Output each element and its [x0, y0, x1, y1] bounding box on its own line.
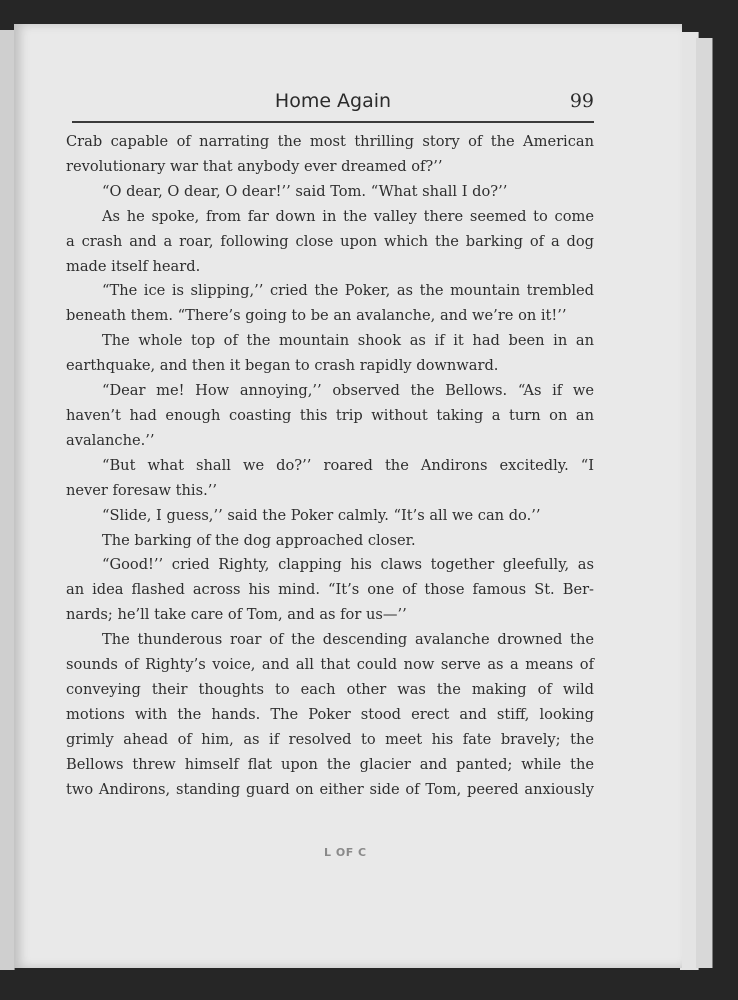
text-line: nards; he’ll take care of Tom, and as for us—’’: [66, 606, 407, 624]
text-line: made itself heard.: [66, 257, 201, 275]
text-line: “But what shall we do?’’ roared the Andirons excitedly. “I: [102, 456, 594, 474]
text-line: an idea flashed across his mind. “It’s one of those famous St. Ber-: [66, 581, 594, 599]
text-line: two Andirons, standing guard on either side of Tom, peered anxiously: [66, 780, 594, 798]
text-line: The barking of the dog approached closer.: [102, 531, 416, 549]
text-line: revolutionary war that anybody ever dreamed of?’’: [66, 157, 443, 175]
text-line: conveying their thoughts to each other was the making of wild: [66, 680, 594, 698]
text-line: avalanche.’’: [66, 431, 155, 449]
text-line: As he spoke, from far down in the valley there seemed to come: [102, 207, 594, 225]
body-text: [66, 130, 594, 802]
header-rule: [72, 121, 594, 123]
page-number: 99: [569, 90, 594, 112]
text-line: Bellows threw himself flat upon the glacier and panted; while the: [66, 755, 594, 773]
text-line: “Slide, I guess,’’ said the Poker calmly. “It’s all we can do.’’: [102, 506, 541, 524]
text-line: Crab capable of narrating the most thrilling story of the American: [66, 133, 594, 150]
text-line: a crash and a roar, following close upon which the barking of a dog: [66, 232, 594, 250]
text-line: grimly ahead of him, as if resolved to meet his fate bravely; the: [66, 730, 594, 748]
text-line: “Good!’’ cried Righty, clapping his claws together gleefully, as: [102, 556, 594, 574]
text-line: beneath them. “There’s going to be an avalanche, and we’re on it!’’: [66, 307, 567, 325]
page-stack-edge-outer: [696, 38, 713, 968]
text-line: earthquake, and then it began to crash rapidly downward.: [66, 357, 499, 375]
text-line: “Dear me! How annoying,’’ observed the Bellows. “As if we: [102, 382, 594, 400]
text-line: The thunderous roar of the descending avalanche drowned the: [102, 631, 594, 649]
running-header: [72, 88, 594, 118]
text-line: haven’t had enough coasting this trip without taking a turn on an: [66, 406, 594, 424]
text-line: sounds of Righty’s voice, and all that could now serve as a means of: [66, 656, 594, 674]
text-line: “The ice is slipping,’’ cried the Poker, as the mountain trembled: [102, 282, 594, 300]
text-line: “O dear, O dear, O dear!’’ said Tom. “What shall I do?’’: [102, 182, 508, 200]
text-line: The whole top of the mountain shook as if it had been in an: [102, 332, 594, 350]
facing-page-edge: [0, 30, 15, 970]
library-stamp: L OF C: [324, 846, 367, 859]
running-title: Home Again: [274, 90, 392, 112]
text-line: motions with the hands. The Poker stood erect and stiff, looking: [66, 705, 594, 723]
text-line: never foresaw this.’’: [66, 481, 217, 499]
